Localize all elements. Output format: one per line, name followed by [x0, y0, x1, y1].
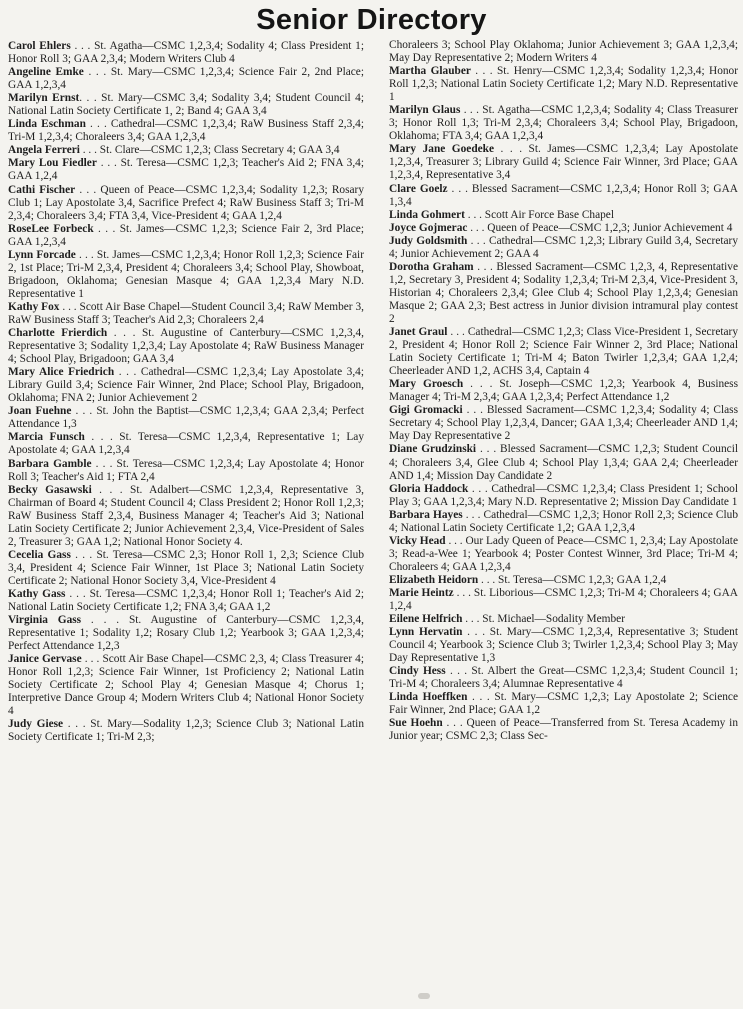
directory-entry: [389, 587, 738, 613]
directory-entry: [8, 223, 364, 249]
student-name: Charlotte Frierdich: [8, 327, 108, 340]
directory-entry: [8, 118, 364, 144]
student-name: Cecelia Gass: [8, 548, 71, 561]
student-name: Marcia Funsch: [8, 431, 85, 444]
student-name: Janice Gervase: [8, 653, 82, 666]
student-activities: . . . St. Teresa—CSMC 1,2,3,4; Honor Roll 1; Teacher's Aid 2; National Latin Society Certificate 1,2; FNA 3,4; GAA 1,2: [8, 587, 365, 614]
student-name: Joan Fuehne: [8, 405, 72, 418]
student-activities: . . . St. Joseph—CSMC 1,2,3; Yearbook 4, Business Manager 4; Tri-M 2,3,4; GAA 1,2,3,4; Perfect Attendance 1,2: [389, 378, 739, 404]
directory-entry: [8, 301, 364, 327]
student-activities: . . . St. Albert the Great—CSMC 1,2,3,4; Student Council 1; Tri-M 4; Choraleers 3,4; Alumnae Representative 4: [389, 665, 738, 691]
student-name: Judy Goldsmith: [389, 234, 468, 247]
directory-entry: [8, 144, 364, 157]
student-activities: . . . Cathedral—CSMC 1,2,3; Class Vice-President 1, Secretary 2, President 4; Honor Roll 2; Science Fair Winner 2, 3rd Place; National Latin Society Certificate 1; Tri-M 4; Baton Twirler 1,2,3,4; GAA 1,2,4; Cheerleader AND 1,2, ACHS 3,4, Captain 4: [389, 326, 738, 378]
student-name: Elizabeth Heidorn: [389, 573, 479, 586]
directory-entry: [8, 249, 364, 301]
page-title: Senior Directory: [256, 4, 487, 36]
student-name: Marie Heintz: [389, 586, 454, 599]
student-activities: . . . St. Agatha—CSMC 1,2,3,4; Sodality 4; Class President 1; Honor Roll 3; GAA 2,3,4; Modern Writers Club 4: [8, 40, 364, 66]
student-name: Mary Lou Fiedler: [8, 157, 97, 170]
student-name: Kathy Fox: [8, 300, 60, 313]
student-name: Angela Ferreri: [8, 144, 80, 157]
student-name: Barbara Hayes: [389, 508, 463, 521]
directory-entry: [389, 143, 738, 182]
student-name: Diane Grudzinski: [389, 443, 477, 456]
student-activities: . . . Scott Air Force Base Chapel: [464, 208, 614, 221]
student-name: Lynn Forcade: [8, 248, 76, 261]
student-activities: . . . St. Augustine of Canterbury—CSMC 1,2,3,4, Representative 1; Sodality 1,2; Rosary Club 1,2; Yearbook 3; GAA 1,2,3,4; Perfect Attendance 1,2,3: [8, 614, 364, 653]
directory-entry: [389, 65, 738, 104]
directory-entry: [389, 404, 738, 443]
student-name: Linda Gohmert: [389, 208, 465, 221]
student-activities: . . . St. Augustine of Canterbury—CSMC 1,2,3,4, Representative 3; Sodality 1,2,3,4; Lay Apostolate 4; RaW Business Manager 4; School Play, Brigadoon; GAA 3,4: [8, 327, 364, 366]
directory-entry: [8, 718, 364, 744]
student-name: Martha Glauber: [389, 65, 471, 78]
student-activities: . . . Queen of Peace—CSMC 1,2,3,4; Sodality 1,2,3; Rosary Club 1; Lay Apostolate 3,4, Sacrifice Prefect 4; RaW Business Staff 3; Tri-M 2,3,4; Choraleers 3,4; FTA 3,4, Vice-President 4; GAA 1,2,4: [8, 183, 364, 222]
directory-entry: [8, 184, 364, 223]
directory-entry: [389, 222, 738, 235]
student-name: Mary Jane Goedeke: [389, 143, 495, 156]
student-activities: . . . Blessed Sacrament—CSMC 1,2,3,4; Sodality 4; Class Secretary 4; School Play 1,2,3,4, Dancer; GAA 1,3,4; Cheerleader AND 1,4; May Day Representative 2: [389, 404, 738, 443]
student-name: Eilene Helfrich: [389, 613, 463, 626]
student-name: Mary Alice Friedrich: [8, 366, 115, 379]
student-activities: . . . St. Mary—Sodality 1,2,3; Science Club 3; National Latin Society Certificate 1; Tri-M 2,3;: [8, 718, 364, 744]
directory-entry: [8, 405, 364, 431]
student-activities: . . . St. Adalbert—CSMC 1,2,3,4, Representative 3, Chairman of Board 4; Student Council 4; Class President 2; Honor Roll 1,2,3; RaW Business Staff 2,3,4, Business Manager 4; Teacher's Aid 3; National Latin Society Certificate 2; Junior Achievement 2,3,4, Vice-President of Sales 2, Treasurer 3; GAA 1,2; National Honor Society 4.: [8, 483, 364, 548]
student-activities: . . . St. Clare—CSMC 1,2,3; Class Secretary 4; GAA 3,4: [79, 144, 340, 157]
student-name: Sue Hoehn: [389, 717, 443, 730]
student-name: Cathi Fischer: [8, 183, 76, 196]
student-activities: . . . Cathedral—CSMC 1,2,3,4; Lay Apostolate 3,4; Library Guild 3,4; Science Fair Winner, 2nd Place; School Play, Brigadoon, Oklahoma; FNA 2; Junior Achievement 2: [8, 366, 365, 405]
directory-entry: [389, 509, 738, 535]
directory-column-right: [389, 39, 738, 744]
student-activities: . . . Queen of Peace—Transferred from St. Teresa Academy in Junior year; CSMC 2,3; Class Sec-: [389, 717, 739, 743]
student-name: Clare Goelz: [389, 182, 448, 195]
student-activities: . . . St. John the Baptist—CSMC 1,2,3,4; GAA 2,3,4; Perfect Attendance 1,3: [8, 405, 364, 431]
student-activities: . . . St. Henry—CSMC 1,2,3,4; Sodality 1,2,3,4; Honor Roll 1,2,3; National Latin Society Certificate 1,2; Mary N.D. Representative 1: [389, 65, 738, 104]
student-activities: . . . St. Teresa—CSMC 1,2,3,4, Representative 1; Lay Apostolate 4; GAA 1,2,3,4: [8, 431, 364, 457]
student-name: Linda Hoeffken: [389, 691, 468, 704]
student-activities: . . . St. James—CSMC 1,2,3; Science Fair 2, 3rd Place; GAA 1,2,3,4: [8, 222, 364, 248]
page-blemish: [418, 993, 430, 999]
student-activities: . . . Blessed Sacrament—CSMC 1,2,3; Student Council 4; Choraleers 3,4, Glee Club 4; School Play 1,3,4; GAA 2,4; Cheerleader AND 1,4; Mission Day Candidate 2: [389, 443, 738, 482]
student-activities: . . . St. Mary—CSMC 1,2,3,4, Representative 3; Student Council 4; Yearbook 3; Science Club 3; Twirler 1,2,3,4; School Play 3; May Day Representative 1,3: [389, 626, 738, 665]
directory-entry: [8, 458, 364, 484]
student-name: Becky Gasawski: [8, 483, 92, 496]
student-name: Vicky Head: [389, 534, 446, 547]
directory-entry: [8, 40, 364, 66]
student-name: Judy Giese: [8, 718, 64, 731]
student-name: Angeline Emke: [8, 66, 84, 79]
directory-entry: [389, 574, 738, 587]
student-name: Mary Groesch: [389, 378, 464, 391]
student-activities: . . . Blessed Sacrament—CSMC 1,2,3,4; Honor Roll 3; GAA 1,3,4: [389, 182, 738, 208]
student-activities: . . . St. Agatha—CSMC 1,2,3,4; Sodality 4; Class Treasurer 3; Honor Roll 1,3; Tri-M 2,3,4; Choraleers 3,4; School Play, Brigadoon, Oklahoma; FTA 3,4; GAA 1,2,3,4: [389, 104, 738, 143]
directory-entry: [389, 535, 738, 574]
directory-entry: [389, 39, 738, 65]
student-name: Marilyn Ernst: [8, 92, 80, 105]
student-activities: . . . Cathedral—CSMC 1,2,3,4; RaW Business Staff 2,3,4; Tri-M 1,2,3,4; Choraleers 3,4; GAA 1,2,3,4: [8, 118, 364, 144]
directory-entry: [8, 92, 364, 118]
student-activities: . . . St. Michael—Sodality Member: [462, 613, 625, 626]
directory-entry: [8, 157, 364, 183]
directory-entry: [8, 653, 364, 718]
student-name: Janet Graul: [389, 326, 448, 339]
student-name: Lynn Hervatin: [389, 626, 463, 639]
student-name: Cindy Hess: [389, 665, 446, 678]
student-activities: Choraleers 3; School Play Oklahoma; Junior Achievement 3; GAA 1,2,3,4; May Day Representative 2; Modern Writers 4: [389, 39, 738, 65]
directory-entry: [8, 366, 364, 405]
student-activities: . . . St. Mary—CSMC 3,4; Sodality 3,4; Student Council 4; National Latin Society Certificate 1, 2; Band 4; GAA 3,4: [8, 92, 364, 118]
directory-entry: [389, 326, 738, 378]
directory-entry: [389, 235, 738, 261]
directory-entry: [8, 549, 364, 588]
student-activities: . . . Our Lady Queen of Peace—CSMC 1, 2,3,4; Lay Apostolate 3; Read-a-Wee 1; Yearbook 4; Poster Contest Winner, 3rd Place; Tri-M 4; Choraleers 4; GAA 1,2,3,4: [389, 534, 738, 573]
student-name: Gloria Haddock: [389, 482, 469, 495]
student-activities: . . . Cathedral—CSMC 1,2,3; Library Guild 3,4, Secretary 4; Junior Achievement 2; GAA 4: [389, 234, 738, 260]
student-activities: . . . Queen of Peace—CSMC 1,2,3; Junior Achievement 4: [467, 221, 733, 234]
directory-entry: [389, 626, 738, 665]
student-activities: . . . Scott Air Base Chapel—Student Council 3,4; RaW Member 3, RaW Business Staff 3; Teacher's Aid 2,3; Choraleers 2,4: [8, 300, 364, 326]
student-activities: . . . Blessed Sacrament—CSMC 1,2,3, 4, Representative 1,2, Secretary 3, President 4; Sodality 1,2,3,4; Tri-M 2,3,4, Vice-President 3, Historian 4; Choraleers 2,3,4; Glee Club 4; School Play 1,2,3,4; Genesian Masque 2; GAA 2,3; Best actress in Junior division intramural play contest 2: [389, 260, 738, 325]
student-activities: . . . St. James—CSMC 1,2,3,4; Lay Apostolate 1,2,3,4, Treasurer 3; Library Guild 4; Science Fair Winner, 3rd Place; GAA 1,2,3,4, Representative 3,4: [389, 143, 738, 182]
directory-entry: [389, 443, 738, 482]
directory-entry: [389, 613, 738, 626]
student-name: Carol Ehlers: [8, 40, 71, 52]
student-activities: . . . St. Teresa—CSMC 1,2,3; Teacher's Aid 2; FNA 3,4; GAA 1,2,4: [8, 157, 365, 183]
student-activities: . . . St. Liborious—CSMC 1,2,3; Tri-M 4; Choraleers 4; GAA 1,2,4: [389, 586, 738, 613]
directory-entry: [8, 614, 364, 653]
student-name: Marilyn Glaus: [389, 104, 461, 117]
student-name: Dorotha Graham: [389, 260, 474, 273]
directory-entry: [389, 378, 738, 404]
directory-entry: [8, 431, 364, 457]
student-name: Gigi Gromacki: [389, 404, 463, 417]
directory-entry: [389, 717, 738, 743]
student-name: Joyce Gojmerac: [389, 221, 468, 234]
student-activities: . . . St. Mary—CSMC 1,2,3,4; Science Fair 2, 2nd Place; GAA 1,2,3,4: [8, 66, 364, 92]
directory-entry: [389, 691, 738, 717]
directory-entry: [389, 183, 738, 209]
directory-entry: [389, 483, 738, 509]
student-activities: . . . St. Teresa—CSMC 2,3; Honor Roll 1, 2,3; Science Club 3,4, President 4; Science Fair Winner, 1st Place 3; National Latin Society Certificate 2; National Honor Society 3,4, Vice-President 4: [8, 548, 365, 587]
student-name: Linda Eschman: [8, 118, 86, 131]
directory-entry: [389, 665, 738, 691]
directory-entry: [389, 209, 738, 222]
directory-entry: [8, 588, 364, 614]
student-activities: . . . Scott Air Base Chapel—CSMC 2,3, 4; Class Treasurer 4; Honor Roll 1,2,3; Science Fair Winner, 1st Proficiency 2; National Latin Society Certificate 2; School Play 4; Genesian Masque 4; Chorus 1; Interpretive Dance Group 4; Modern Writers Club 4; National Honor Society 4: [8, 653, 364, 718]
directory-column-left: [8, 40, 364, 745]
directory-entry: [8, 484, 364, 549]
directory-entry: [8, 327, 364, 366]
student-activities: . . . St. Teresa—CSMC 1,2,3,4; Lay Apostolate 4; Honor Roll 3; Teacher's Aid 1; FTA 2,4: [8, 457, 364, 483]
directory-entry: [389, 261, 738, 326]
student-activities: . . . St. Teresa—CSMC 1,2,3; GAA 1,2,4: [478, 573, 667, 586]
student-name: Barbara Gamble: [8, 457, 92, 470]
directory-entry: [389, 104, 738, 143]
student-name: RoseLee Forbeck: [8, 222, 94, 235]
student-activities: . . . St. James—CSMC 1,2,3,4; Honor Roll 1,2,3; Science Fair 2, 1st Place; Tri-M 2,3,4, President 4; Choraleers 3,4; School Play, Showboat, Brigadoon, Oklahoma; Genesian Masque 4; GAA 1,2,3,4 Mary N.D. Representative 1: [8, 248, 364, 300]
student-activities: . . . Cathedral—CSMC 1,2,3,4; Class President 1; School Play 3; GAA 1,2,3,4; Mary N.D. Representative 2; Mission Day Candidate 1: [389, 482, 738, 508]
student-activities: . . . St. Mary—CSMC 1,2,3; Lay Apostolate 2; Science Fair Winner, 2nd Place; GAA 1,2: [389, 691, 738, 717]
student-name: Virginia Gass: [8, 614, 82, 627]
student-activities: . . . Cathedral—CSMC 1,2,3; Honor Roll 2,3; Science Club 4; National Latin Society Certificate 1,2; GAA 1,2,3,4: [389, 508, 738, 534]
directory-entry: [8, 66, 364, 92]
student-name: Kathy Gass: [8, 587, 66, 600]
